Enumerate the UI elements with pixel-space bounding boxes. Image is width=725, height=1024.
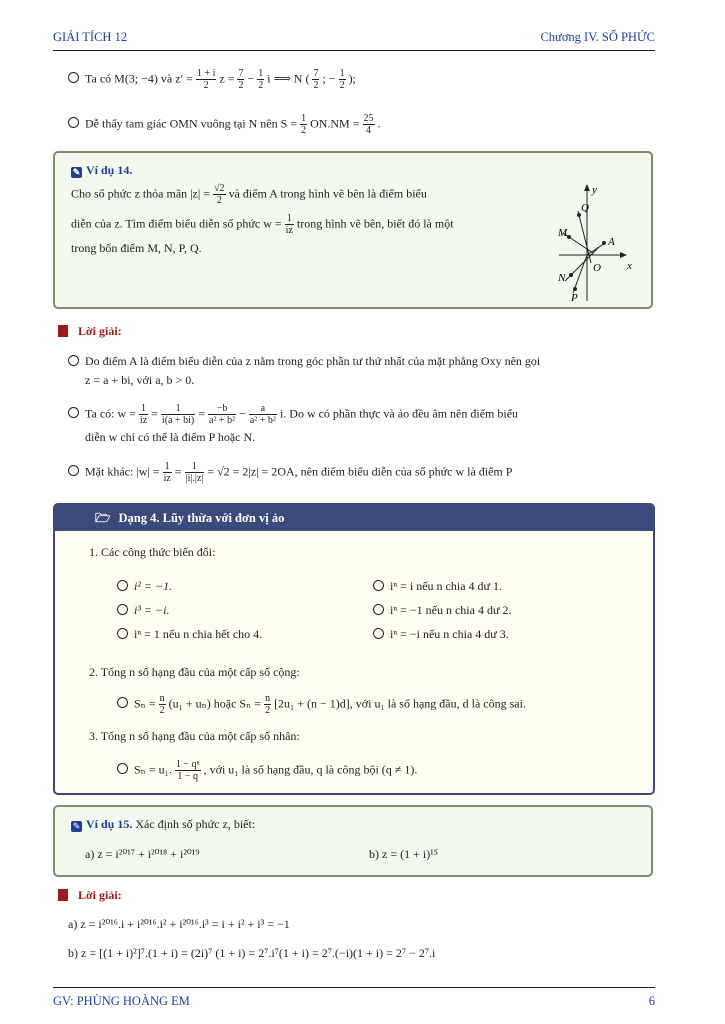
point-n: [569, 273, 573, 277]
solution-2-title: Lời giải:: [58, 886, 122, 905]
folder-icon: 🗁: [95, 511, 111, 525]
solution-1-line-2b: diễn w chỉ có thể là điểm P hoặc N.: [85, 430, 256, 444]
line-o-a: [587, 243, 605, 255]
point-a: [602, 241, 606, 245]
label-y: y: [592, 184, 597, 196]
top-line-1: Ta có M(3; −4) và z′ = $\frac{1 + i}{2}$ z = $\frac{7}{2}$ − $\frac{1}{2}$ i ⟹ N ( $\frac{7}{2}$ ; − $\frac{1}{2}$ );: [68, 68, 655, 91]
complex-plane-figure: [545, 181, 645, 303]
bullet-circle: [68, 355, 79, 366]
example-14-line-2: diễn của z. Tìm điểm biểu diễn số phức w = $\frac{1}{iz}$ trong hình vẽ bên, biết đó là một: [71, 213, 454, 236]
solution-1-title: Lời giải:: [58, 322, 122, 341]
label-q: Q: [581, 202, 589, 214]
dang-4-item-2: 2. Tổng n số hạng đầu của một cấp số cộng:: [89, 665, 300, 679]
footer-rule: [53, 987, 655, 988]
dang-4-box: [53, 503, 655, 795]
top-line-2: Dễ thấy tam giác OMN vuông tại N nên S = $\frac{1}{2}$ ON.NM = $\frac{25}{4}$ .: [68, 113, 655, 136]
label-x: x: [627, 260, 632, 272]
point-m: [567, 235, 571, 239]
example-15-header: ✎ Ví dụ 15. Xác định số phức z, biết:: [72, 817, 256, 831]
page-number: 6: [648, 994, 655, 1008]
example-14-title: ✎ Ví dụ 14.: [72, 163, 133, 177]
bullet-circle: [68, 407, 79, 418]
formula-1: i² = −1.: [117, 577, 172, 596]
bullet-circle: [68, 117, 79, 128]
point-p: [573, 287, 577, 291]
footer-left: GV: PHÙNG HOÀNG EM: [53, 994, 190, 1008]
example-14-box: [53, 151, 653, 309]
label-n: N: [558, 272, 566, 284]
example-14-line-3: trong bốn điểm M, N, P, Q.: [71, 241, 202, 255]
solution-2-part-b: b) z = [(1 + i)²]⁷.(1 + i) = (2i)⁷ (1 + i) = 2⁷.i⁷(1 + i) = 2⁷.(−i)(1 + i) = 2⁷ − 2⁷.i: [68, 946, 436, 960]
geometric-sum-formula: Sₙ = u₁. $\frac{\text{1 − qⁿ}}{1 - q}$ , với u₁ là số hạng đầu, q là công bội (q ≠ 1).: [117, 759, 417, 782]
header-left: GIẢI TÍCH 12: [53, 30, 128, 44]
label-o: O: [593, 262, 601, 274]
dang-4-item-3: 3. Tổng n số hạng đầu của một cấp số nhân:: [89, 729, 300, 743]
header-rule: [53, 50, 655, 51]
example-15-box: [53, 805, 653, 877]
example-14-line-1: Cho số phức z thỏa mãn |z| = $\frac{√2}{2}$ và điểm A trong hình vẽ bên là điểm biểu: [71, 183, 427, 206]
dang-4-item-1: 1. Các công thức biến đổi:: [89, 545, 216, 559]
solution-1-line-1: Do điểm A là điểm biểu diễn của z nằm trong góc phần tư thứ nhất của mặt phẳng Oxy nên gọi: [68, 352, 655, 371]
document-icon: [58, 889, 68, 901]
x-arrow-icon: [620, 252, 627, 258]
page-header: [53, 30, 655, 45]
header-right: Chương IV. SỐ PHỨC: [540, 30, 655, 44]
solution-1-line-3: Mặt khác: |w| = $\frac{1}{iz}$ = $\frac{1}{|i|.|z|}$ = √2 = 2|z| = 2OA, nên điểm biểu diễn của số phức w là điểm P: [68, 461, 655, 484]
solution-1-line-2: Ta có: w = $\frac{1}{iz}$ = $\frac{1}{i(a + bi)}$ = $\frac{-b}{\text{a² + b²}}$ − $\frac{a}{\text{a² + b²}}$ i. Do w có phần thực và ảo đều âm nên điểm biểu: [68, 403, 655, 426]
label-m: M: [558, 227, 568, 239]
label-a: A: [608, 236, 615, 248]
bullet-circle: [68, 72, 79, 83]
dang-4-title-bar: 🗁 Dạng 4. Lũy thừa với đơn vị ảo: [55, 505, 653, 531]
document-icon: [58, 325, 68, 337]
example-15-part-b: b) z = (1 + i)¹⁵: [369, 847, 438, 861]
pencil-icon: ✎: [72, 821, 81, 831]
solution-1-line-1b: z = a + bi, với a, b > 0.: [85, 373, 195, 387]
pencil-icon: ✎: [72, 167, 81, 177]
formula-5: iⁿ = 1 nếu n chia hết cho 4.: [117, 625, 262, 644]
y-arrow-icon: [584, 184, 590, 191]
page-footer: [53, 994, 655, 1009]
formula-4: iⁿ = −1 nếu n chia 4 dư 2.: [373, 601, 511, 620]
formula-6: iⁿ = −i nếu n chia 4 dư 3.: [373, 625, 509, 644]
formula-3: i³ = −i.: [117, 601, 169, 620]
formula-2: iⁿ = i nếu n chia 4 dư 1.: [373, 577, 502, 596]
example-15-part-a: a) z = i²⁰¹⁷ + i²⁰¹⁸ + i²⁰¹⁹: [85, 847, 200, 861]
solution-2-part-a: a) z = i²⁰¹⁶.i + i²⁰¹⁶.i² + i²⁰¹⁶.i³ = i + i² + i³ = −1: [68, 917, 290, 931]
bullet-circle: [68, 465, 79, 476]
label-p: P: [571, 292, 578, 303]
arithmetic-sum-formula: Sₙ = $\frac{n}{2}$ (u₁ + uₙ) hoặc Sₙ = $\frac{n}{2}$ [2u₁ + (n − 1)d], với u₁ là số hạng đầu, d là công sai.: [117, 693, 526, 716]
